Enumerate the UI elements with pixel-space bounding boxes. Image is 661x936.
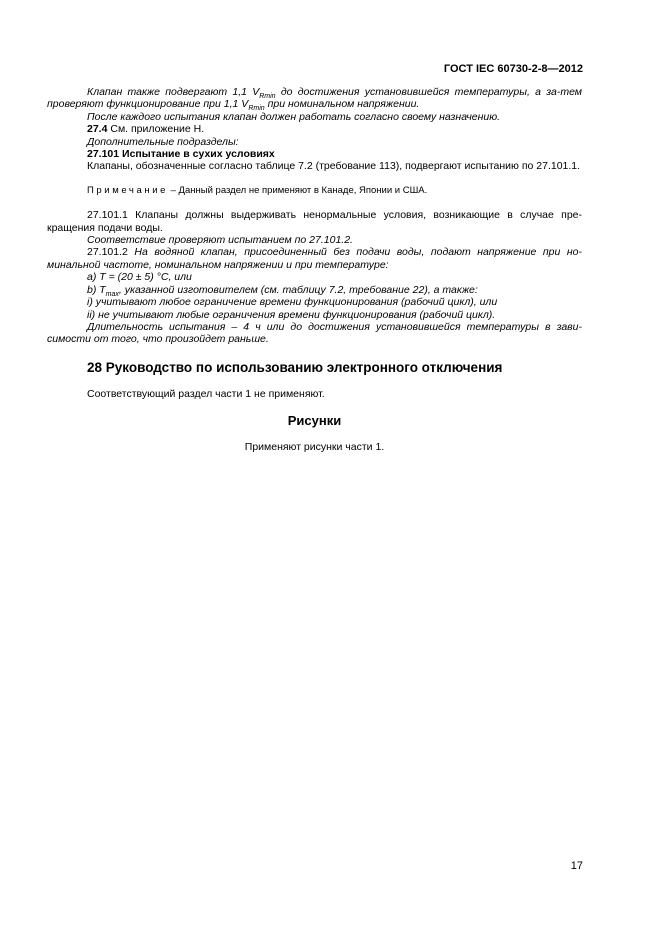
paragraph-27-101-2 [47, 246, 582, 271]
section-28-heading: 28 Руководство по использованию электронного отключения [87, 359, 503, 375]
page-content [47, 86, 582, 453]
paragraph-27-101: Клапаны, обозначенные согласно таблице 7.2 (требование 113), подвергают испытанию по 27.101.1. [87, 160, 581, 173]
clause-number: 27.101.2 [87, 246, 128, 259]
subscript: Rmin [259, 93, 276, 101]
additional-subclauses-label: Дополнительные подразделы: [87, 135, 239, 148]
paragraph-after-test: После каждого испытания клапан должен работать согласно своему назначению. [87, 110, 501, 123]
text-segment: b) T [87, 283, 106, 296]
test-duration: Длительность испытания – 4 ч или до достижения установившейся температуры в зави-симости от того, что произойдет раньше. [47, 320, 582, 346]
text-segment: , указанной изготовителем (см. таблицу 7.2, требование 22), а также: [118, 283, 478, 296]
note-text: – Данный раздел не применяют в Канаде, Японии и США. [168, 184, 428, 196]
text-segment: при номинальном напряжении. [264, 98, 420, 111]
list-item-i: i) учитывают любое ограничение времени функционирования (рабочий цикл), или [87, 296, 498, 309]
page-number: 17 [570, 860, 583, 872]
clause-number: 27.4 [87, 123, 108, 136]
subscript: Rmin [248, 105, 265, 113]
figures-heading: Рисунки [287, 412, 342, 428]
clause-text: См. приложение Н. [107, 123, 205, 136]
paragraph-27-101-1: 27.101.1 Клапаны должны выдерживать ненормальные условия, возникающие в случае пре-кращения подачи воды. [47, 209, 582, 234]
note [47, 185, 582, 197]
document-id-header: ГОСТ IEC 60730-2-8—2012 [443, 63, 583, 75]
paragraph-27-4 [47, 123, 582, 135]
figures-text: Применяют рисунки части 1. [244, 440, 385, 453]
subclause-heading-27-101: 27.101 Испытание в сухих условиях [87, 148, 275, 161]
text-segment: Клапан также подвергают 1,1 V [87, 86, 260, 98]
note-label: Примечание [87, 184, 168, 196]
clause-text: На водяной клапан, присоединенный без подачи воды, подают напряжение при но-минальной частоте, номинальном напряжении и при температуре: [47, 246, 582, 271]
list-item-b [47, 284, 582, 296]
text-segment: до достижения установившейся температуры, а за-тем проверяют функционирование при 1,1 V [47, 86, 582, 111]
subscript: max [105, 290, 119, 298]
list-item-ii: ii) не учитывают любые ограничения времени функционирования (рабочий цикл). [87, 308, 496, 321]
compliance-check: Соответствие проверяют испытанием по 27.101.2. [87, 234, 353, 247]
list-item-a: a) T = (20 ± 5) °C, или [87, 271, 192, 284]
paragraph-valve-test [47, 86, 582, 111]
section-28-text: Соответствующий раздел части 1 не применяют. [87, 388, 325, 401]
